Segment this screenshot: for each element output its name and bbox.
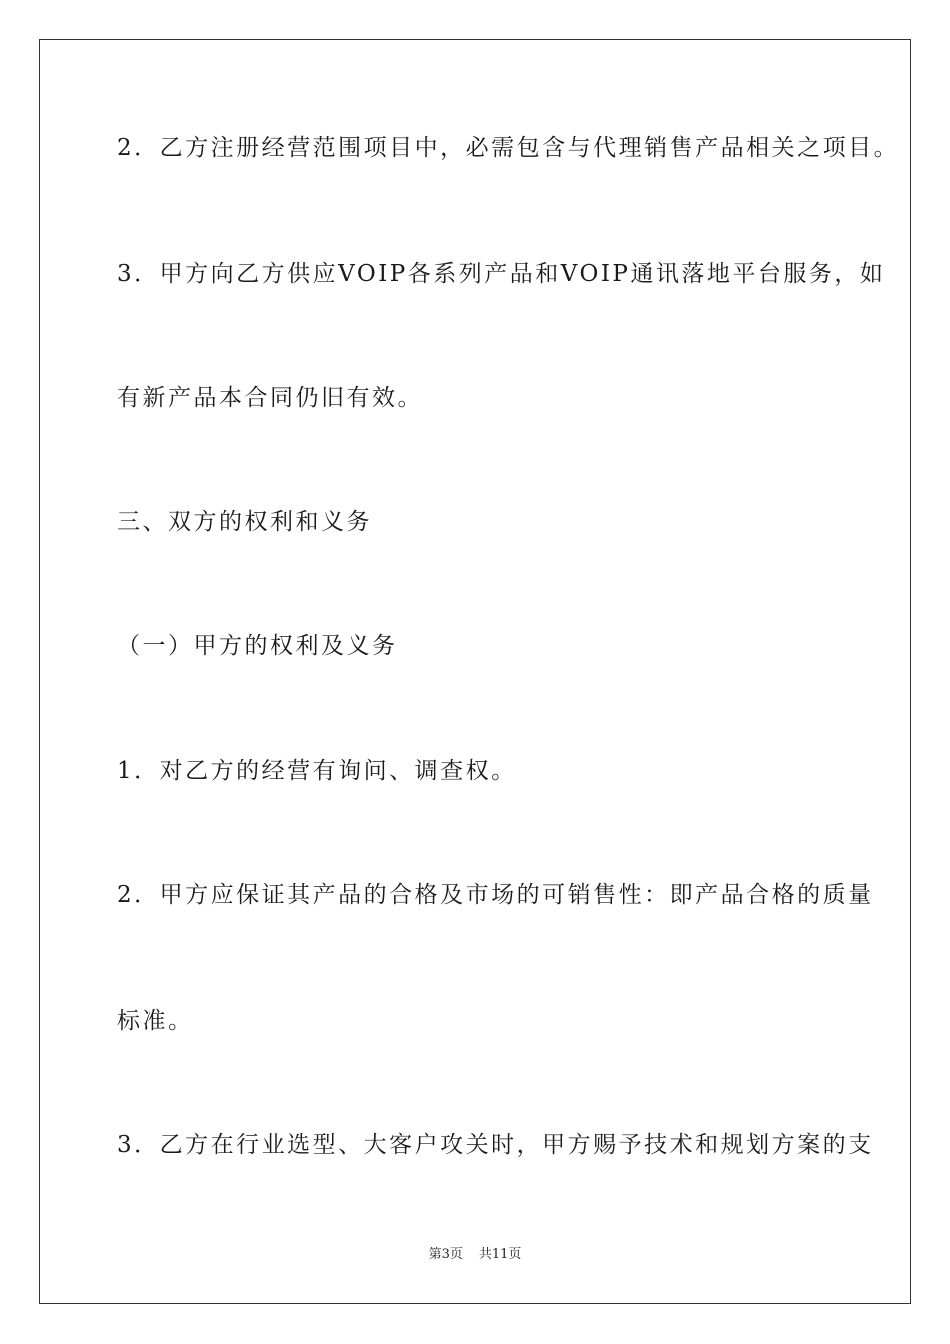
section-heading-rights-obligations: 三、双方的权利和义务 <box>117 509 372 535</box>
party-a-item-2-continuation-line: 标准。 <box>117 1008 194 1034</box>
clause-3-continuation-line: 有新产品本合同仍旧有效。 <box>117 385 423 411</box>
clause-2-scope-line: 2．乙方注册经营范围项目中，必需包含与代理销售产品相关之项目。 <box>117 135 900 161</box>
page-footer <box>0 1247 950 1263</box>
party-a-item-3-line: 3．乙方在行业选型、大客户攻关时，甲方赐予技术和规划方案的支 <box>117 1132 874 1158</box>
page-number-label: 第3页 <box>428 1247 463 1262</box>
subsection-heading-party-a: （一）甲方的权利及义务 <box>117 633 398 659</box>
clause-3-supply-line: 3．甲方向乙方供应VOIP各系列产品和VOIP通讯落地平台服务，如 <box>117 261 886 287</box>
party-a-item-2-line: 2．甲方应保证其产品的合格及市场的可销售性：即产品合格的质量 <box>117 882 874 908</box>
page-border <box>39 39 911 1304</box>
party-a-item-1-line: 1．对乙方的经营有询问、调查权。 <box>117 758 517 784</box>
total-pages-label: 共11页 <box>478 1247 522 1262</box>
